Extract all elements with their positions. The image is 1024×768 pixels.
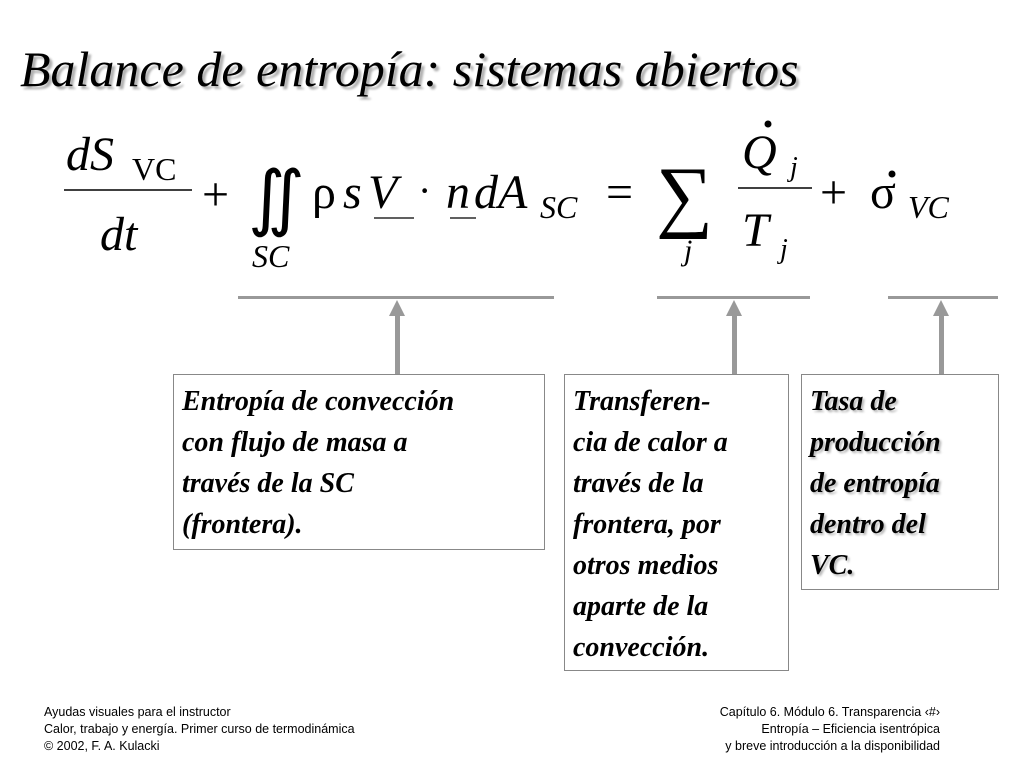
eq-integral-sub: SC: [252, 238, 290, 274]
footer-left-line: Ayudas visuales para el instructor: [44, 705, 231, 719]
production-line: dentro del: [810, 509, 926, 540]
production-arrow-shaft: [939, 314, 944, 374]
heat-transfer-line: otros medios: [573, 550, 719, 581]
heat-transfer-line: frontera, por: [573, 509, 721, 540]
convection-line: (frontera).: [182, 509, 303, 540]
eq-summation: ∑: [656, 152, 714, 240]
eq-equals: =: [606, 166, 634, 219]
eq-sigma: σ: [870, 166, 896, 219]
heat-transfer-explanation-box: [564, 374, 789, 671]
footer-right: [720, 704, 940, 755]
convection-line: Entropía de convección: [182, 386, 455, 417]
eq-sigma-sub: VC: [908, 189, 949, 225]
convection-line: través de la SC: [182, 468, 354, 499]
heat-term-bracket: [657, 296, 810, 299]
eq-normal-n: n: [446, 166, 470, 219]
eq-heat-Q: Q: [742, 126, 777, 179]
eq-dA: dA: [474, 166, 528, 219]
production-term-bracket: [888, 296, 998, 299]
convection-arrow-shaft: [395, 314, 400, 374]
eq-dA-sub: SC: [540, 189, 578, 225]
eq-summation-sub: j: [684, 234, 693, 267]
eq-heat-Q-sub: j: [790, 152, 798, 183]
convection-term-bracket: [238, 296, 554, 299]
production-line: de entropía: [810, 468, 940, 499]
eq-lhs-numerator-sub: VC: [132, 151, 177, 187]
heat-arrow-shaft: [732, 314, 737, 374]
eq-velocity-V: V: [368, 166, 398, 219]
production-line: VC.: [810, 550, 855, 581]
heat-transfer-line: convección.: [573, 632, 710, 663]
eq-s: s: [343, 166, 362, 219]
heat-transfer-line: Transferen-: [573, 386, 711, 417]
convection-line: con flujo de masa a: [182, 427, 408, 458]
footer-left-line: © 2002, F. A. Kulacki: [44, 739, 160, 753]
footer-right-line: y breve introducción a la disponibilidad: [725, 739, 940, 753]
production-line: Tasa de: [810, 386, 897, 417]
eq-plus-1: +: [202, 168, 230, 221]
eq-double-integral: ∬: [248, 158, 305, 238]
footer-right-line: Entropía – Eficiencia isentrópica: [761, 722, 940, 736]
footer-left-line: Calor, trabajo y energía. Primer curso de termodinámica: [44, 722, 355, 736]
footer-left: [44, 704, 355, 755]
eq-lhs-numerator: dS: [66, 128, 114, 181]
footer-right-line: Capítulo 6. Módulo 6. Transparencia ‹#›: [719, 705, 940, 719]
eq-temperature-T: T: [742, 204, 769, 257]
heat-transfer-line: través de la: [573, 468, 704, 499]
eq-dot-product: ·: [418, 168, 432, 213]
production-explanation-box: [801, 374, 999, 590]
heat-transfer-line: aparte de la: [573, 591, 709, 622]
entropy-balance-equation: [0, 110, 1024, 290]
heat-transfer-line: cia de calor a: [573, 427, 728, 458]
production-line: producción: [810, 427, 941, 458]
eq-lhs-denominator: dt: [100, 208, 138, 261]
eq-temperature-T-sub: j: [780, 234, 788, 265]
convection-explanation-box: [173, 374, 545, 550]
slide-title: Balance de entropía: sistemas abiertos: [20, 41, 799, 97]
eq-rho: ρ: [312, 166, 336, 219]
eq-plus-2: +: [820, 166, 848, 219]
